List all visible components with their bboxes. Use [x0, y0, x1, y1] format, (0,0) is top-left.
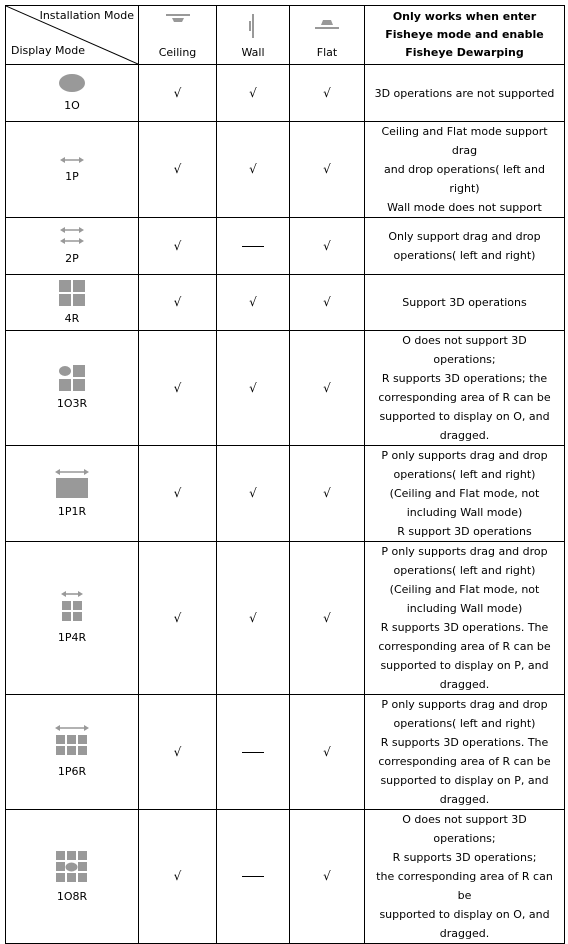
note-cell	[365, 65, 565, 122]
supported-check: √	[323, 486, 331, 500]
note-line: supported to display on P, and	[380, 659, 549, 672]
flat-support-cell	[290, 695, 365, 810]
note-line: the corresponding area of R can be	[376, 870, 553, 902]
display-mode-cell	[6, 218, 139, 275]
note-line: corresponding area of R can be	[378, 640, 551, 653]
table-row	[6, 122, 565, 218]
display-mode-cell	[6, 122, 139, 218]
table-row	[6, 275, 565, 331]
display-mode-table	[5, 5, 565, 944]
note-line: dragged.	[439, 793, 490, 806]
display-mode-cell	[6, 542, 139, 695]
ceiling-support-cell	[139, 218, 217, 275]
flat-support-cell	[290, 331, 365, 446]
wall-support-cell	[217, 275, 290, 331]
supported-check: √	[323, 238, 331, 253]
table-row	[6, 218, 565, 275]
note-line: dragged.	[439, 927, 490, 940]
note-line: P only supports drag and drop	[381, 698, 548, 711]
note-line: R supports 3D operations; the	[381, 372, 548, 385]
2P-icon	[59, 226, 85, 246]
supported-check: √	[323, 869, 331, 883]
note-line: 3D operations are not supported	[374, 86, 555, 100]
ceiling-support-cell	[139, 446, 217, 542]
table-row	[6, 810, 565, 944]
ceiling-support-cell	[139, 810, 217, 944]
not-supported-dash	[242, 752, 264, 753]
wall-support-cell	[217, 446, 290, 542]
display-mode-cell	[6, 65, 139, 122]
display-mode-name: 1P4R	[57, 631, 87, 644]
note-line: dragged.	[439, 429, 490, 442]
ceiling-mount-icon	[163, 12, 193, 26]
note-line: and drop operations( left and right)	[383, 163, 545, 195]
supported-check: √	[323, 380, 331, 395]
display-mode-name: 1P6R	[57, 765, 87, 778]
flat-support-cell	[290, 275, 365, 331]
ceiling-support-cell	[139, 331, 217, 446]
ceiling-support-cell	[139, 695, 217, 810]
flat-column-label: Flat	[316, 46, 338, 59]
supported-check: √	[173, 380, 182, 395]
supported-check: √	[249, 486, 257, 500]
not-supported-dash	[242, 876, 264, 877]
supported-check: √	[173, 869, 182, 883]
ceiling-support-cell	[139, 122, 217, 218]
4R-icon	[59, 280, 85, 306]
wall-mount-icon	[246, 12, 260, 40]
note-line: including Wall mode)	[406, 506, 523, 519]
supported-check: √	[173, 295, 182, 309]
1O-icon	[57, 73, 87, 93]
supported-check: √	[173, 85, 182, 100]
flat-support-cell	[290, 446, 365, 542]
note-line: Support 3D operations	[402, 296, 527, 309]
note-cell	[365, 542, 565, 695]
note-cell	[365, 446, 565, 542]
not-supported-dash	[242, 246, 264, 247]
ceiling-column-label: Ceiling	[158, 46, 197, 59]
flat-support-cell	[290, 65, 365, 122]
flat-support-cell	[290, 810, 365, 944]
supported-check: √	[323, 610, 331, 625]
note-cell	[365, 218, 565, 275]
note-line: corresponding area of R can be	[378, 391, 551, 404]
wall-support-cell	[217, 65, 290, 122]
note-line: (Ceiling and Flat mode, not	[389, 487, 540, 500]
ceiling-support-cell	[139, 542, 217, 695]
note-line: R supports 3D operations;	[392, 851, 537, 864]
supported-check: √	[249, 85, 257, 100]
installation-mode-label: Installation Mode	[39, 9, 134, 22]
flat-support-cell	[290, 218, 365, 275]
note-line: R support 3D operations	[397, 525, 532, 538]
note-line: R supports 3D operations. The	[380, 736, 549, 749]
display-mode-name: 1O	[64, 99, 80, 112]
wall-support-cell	[217, 331, 290, 446]
note-line: Wall mode does not support	[387, 201, 542, 214]
ceiling-column-header	[139, 6, 217, 65]
ceiling-support-cell	[139, 65, 217, 122]
note-cell	[365, 695, 565, 810]
note-line: (Ceiling and Flat mode, not	[389, 583, 540, 596]
supported-check: √	[249, 380, 257, 395]
supported-check: √	[173, 238, 182, 253]
note-line: supported to display on O, and	[379, 908, 550, 921]
note-line: including Wall mode)	[406, 602, 523, 615]
display-mode-name: 1O8R	[56, 889, 88, 903]
wall-support-cell	[217, 695, 290, 810]
note-line: operations( left and right)	[393, 468, 536, 481]
note-line: O does not support 3D operations;	[402, 334, 527, 366]
table-row	[6, 331, 565, 446]
supported-check: √	[173, 162, 182, 176]
supported-check: √	[249, 162, 257, 176]
flat-column-header	[290, 6, 365, 65]
table-row	[6, 542, 565, 695]
1P4R-icon	[60, 591, 84, 625]
1P-icon	[59, 156, 85, 164]
flat-support-cell	[290, 542, 365, 695]
wall-support-cell	[217, 810, 290, 944]
display-mode-cell	[6, 275, 139, 331]
note-cell	[365, 122, 565, 218]
supported-check: √	[323, 744, 331, 759]
note-line: P only supports drag and drop	[381, 545, 548, 558]
table-row	[6, 695, 565, 810]
display-mode-cell	[6, 810, 139, 944]
display-mode-label: Display Mode	[11, 44, 86, 57]
flat-mount-icon	[312, 12, 342, 32]
display-mode-name: 1P	[65, 169, 79, 183]
display-mode-cell	[6, 446, 139, 542]
note-cell	[365, 275, 565, 331]
wall-support-cell	[217, 542, 290, 695]
note-line: corresponding area of R can be	[378, 755, 551, 768]
1P6R-icon	[54, 725, 90, 759]
note-line: Ceiling and Flat mode support drag	[381, 125, 548, 157]
wall-column-label: Wall	[241, 46, 265, 59]
display-mode-name: 1P1R	[57, 504, 87, 518]
note-cell	[365, 810, 565, 944]
flat-support-cell	[290, 122, 365, 218]
table-row	[6, 65, 565, 122]
supported-check: √	[323, 85, 331, 100]
supported-check: √	[323, 162, 331, 176]
display-mode-name: 2P	[65, 252, 79, 265]
wall-support-cell	[217, 122, 290, 218]
supported-check: √	[173, 610, 182, 625]
supported-check: √	[249, 295, 257, 309]
display-mode-name: 1O3R	[56, 397, 88, 410]
header-row	[6, 6, 565, 65]
header-corner-cell	[6, 6, 139, 65]
1P1R-icon	[54, 469, 90, 499]
note-line: P only supports drag and drop	[381, 449, 548, 462]
1O8R-icon	[55, 850, 89, 884]
supported-check: √	[249, 610, 257, 625]
note-line: supported to display on P, and	[380, 774, 549, 787]
note-line: operations( left and right)	[393, 717, 536, 730]
ceiling-support-cell	[139, 275, 217, 331]
display-mode-cell	[6, 331, 139, 446]
note-line: dragged.	[439, 678, 490, 691]
note-line: O does not support 3D operations;	[402, 813, 527, 845]
note-line: operations( left and right)	[393, 564, 536, 577]
wall-support-cell	[217, 218, 290, 275]
display-mode-name: 4R	[64, 311, 80, 325]
supported-check: √	[323, 295, 331, 309]
supported-check: √	[173, 744, 182, 759]
note-line: operations( left and right)	[393, 249, 536, 262]
note-column-header: Only works when enter Fisheye mode and enable Fisheye Dewarping	[365, 6, 565, 65]
wall-column-header	[217, 6, 290, 65]
note-line: Only support drag and drop	[388, 230, 541, 243]
table-row	[6, 446, 565, 542]
note-cell	[365, 331, 565, 446]
note-line: supported to display on O, and	[379, 410, 550, 423]
note-line: R supports 3D operations. The	[380, 621, 549, 634]
1O3R-icon	[59, 365, 85, 391]
display-mode-cell	[6, 695, 139, 810]
supported-check: √	[173, 486, 182, 500]
